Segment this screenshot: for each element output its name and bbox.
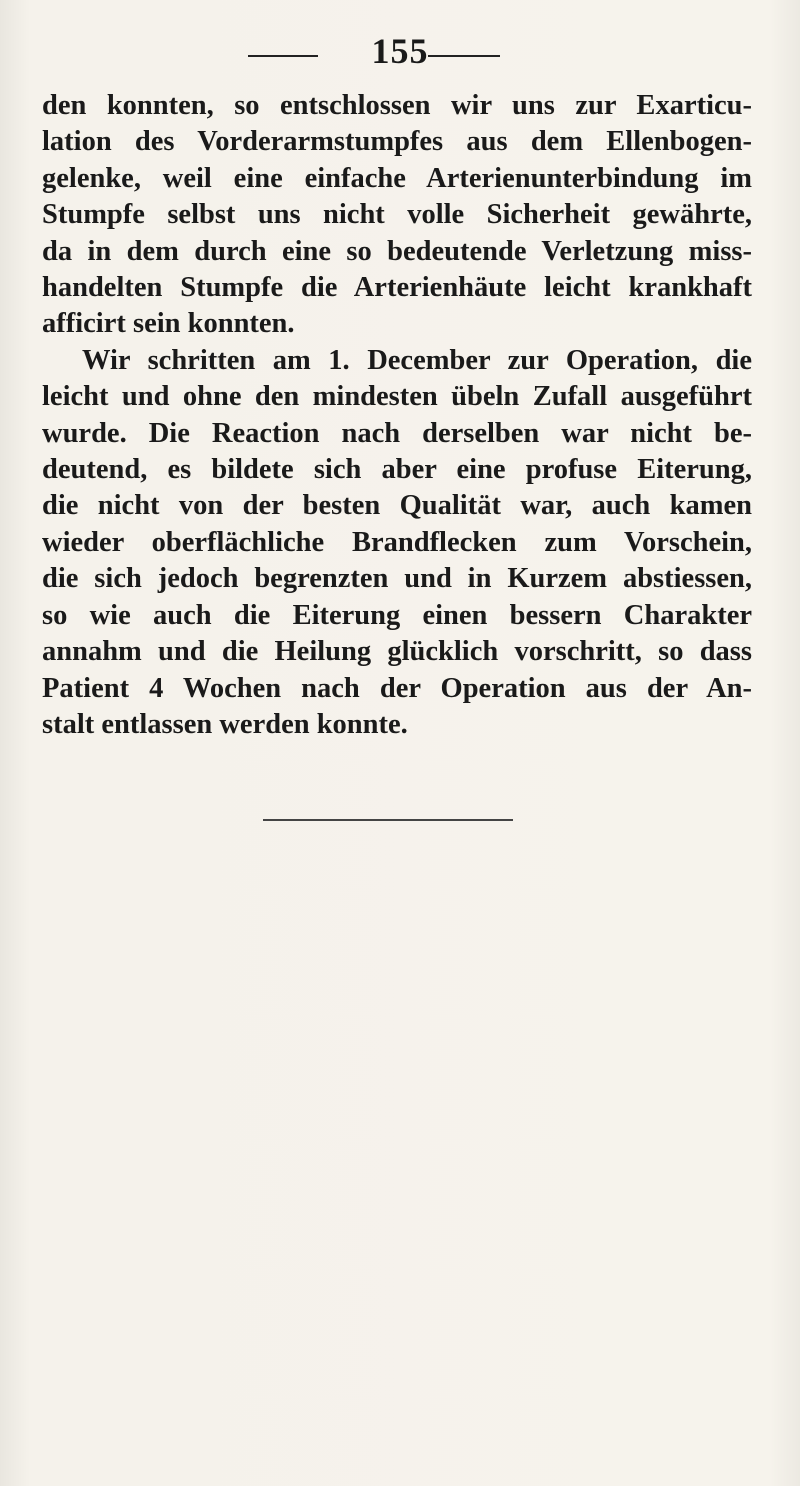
- page-header: [0, 30, 800, 80]
- header-rule-right: [428, 55, 500, 57]
- paragraph-1: [42, 88, 752, 343]
- text-line: wieder oberflächliche Brandflecken zum Vorschein,: [42, 526, 752, 558]
- text-line: wurde. Die Reaction nach derselben war nicht be-: [42, 417, 752, 449]
- paragraph-2: [42, 343, 752, 743]
- text-line: den konnten, so entschlossen wir uns zur Exarticu-: [42, 90, 752, 121]
- text-line: so wie auch die Eiterung einen bessern Charakter: [42, 599, 752, 631]
- text-line: afficirt sein konnten.: [42, 308, 295, 340]
- text-line: die nicht von der besten Qualität war, auch kamen: [42, 490, 752, 522]
- text-line: die sich jedoch begrenzten und in Kurzem abstiessen,: [42, 563, 752, 595]
- body-text: [42, 88, 752, 743]
- text-line: leicht und ohne den mindesten übeln Zufall ausgeführt: [42, 381, 752, 413]
- text-line: handelten Stumpfe die Arterienhäute leicht krankhaft: [42, 272, 752, 304]
- text-line: Patient 4 Wochen nach der Operation aus der An-: [42, 672, 752, 704]
- text-line: gelenke, weil eine einfache Arterienunterbindung im: [42, 162, 752, 194]
- text-line: stalt entlassen werden konnte.: [42, 708, 408, 740]
- text-line: Wir schritten am 1. December zur Operation, die: [82, 344, 752, 376]
- section-end-rule: [263, 819, 513, 821]
- text-line: Stumpfe selbst uns nicht volle Sicherheit gewährte,: [42, 199, 752, 231]
- text-line: deutend, es bildete sich aber eine profuse Eiterung,: [42, 454, 752, 486]
- text-line: lation des Vorderarmstumpfes aus dem Ellenbogen-: [42, 126, 752, 158]
- page-number: 155: [371, 31, 429, 71]
- text-line: da in dem durch eine so bedeutende Verletzung miss-: [42, 235, 752, 267]
- text-line: annahm und die Heilung glücklich vorschritt, so dass: [42, 636, 752, 668]
